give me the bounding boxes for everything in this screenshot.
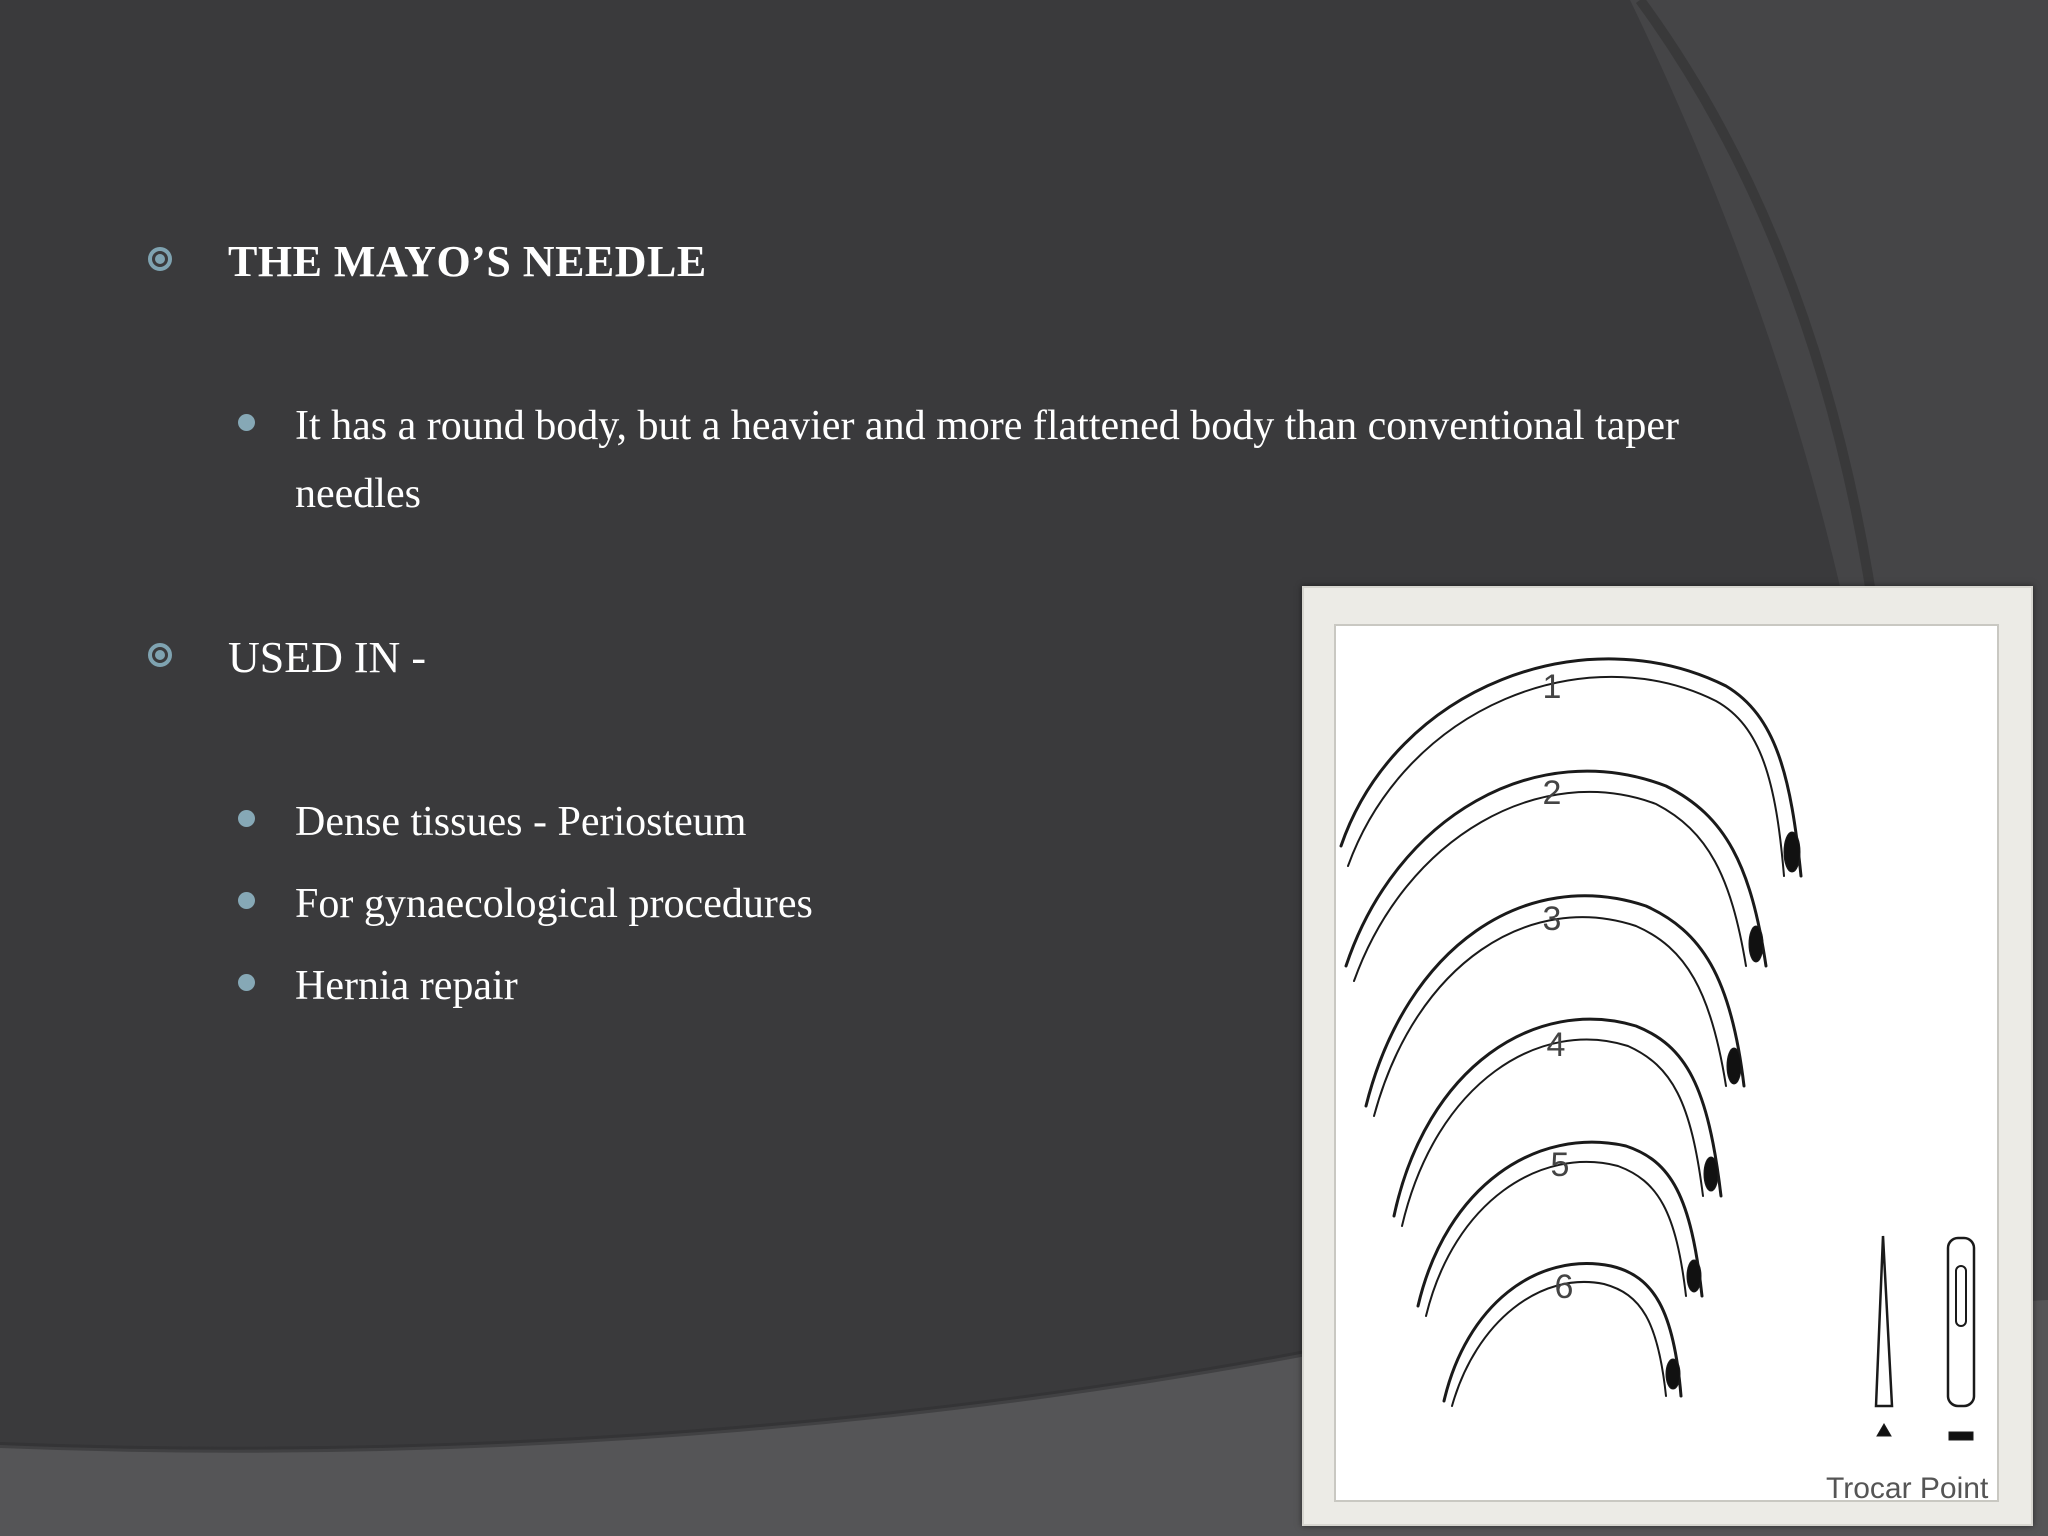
- use-bullet-icon: [238, 810, 255, 827]
- needle-diagram: [1336, 626, 1997, 1500]
- description-line-2: needles: [295, 471, 421, 517]
- trocar-point-label: Trocar Point: [1826, 1472, 1989, 1500]
- use-bullet-icon: [238, 892, 255, 909]
- needle-number-4: 4: [1546, 1026, 1566, 1064]
- needle-number-2: 2: [1542, 774, 1562, 812]
- use-item: For gynaecological procedures: [295, 881, 813, 927]
- description-bullet-icon: [238, 414, 255, 431]
- heading-used-in: USED IN -: [228, 633, 426, 682]
- description-line-1: It has a round body, but a heavier and more flattened body than conventional taper: [295, 403, 1679, 449]
- trocar-point-detail: [1876, 1236, 1974, 1440]
- use-item: Dense tissues - Periosteum: [295, 799, 747, 845]
- heading-mayo-needle: THE MAYO’S NEEDLE: [228, 237, 707, 286]
- use-bullet-icon: [238, 974, 255, 991]
- needle-number-1: 1: [1542, 668, 1562, 706]
- needle-figure-frame: [1302, 586, 2033, 1526]
- heading-bullet-icon: [148, 643, 172, 667]
- use-item: Hernia repair: [295, 963, 518, 1009]
- needle-1: [1341, 659, 1801, 876]
- needle-figure: [1334, 624, 1999, 1502]
- needle-number-5: 5: [1550, 1146, 1570, 1184]
- needle-number-3: 3: [1542, 900, 1562, 938]
- heading-bullet-icon: [148, 247, 172, 271]
- needle-number-6: 6: [1554, 1268, 1574, 1306]
